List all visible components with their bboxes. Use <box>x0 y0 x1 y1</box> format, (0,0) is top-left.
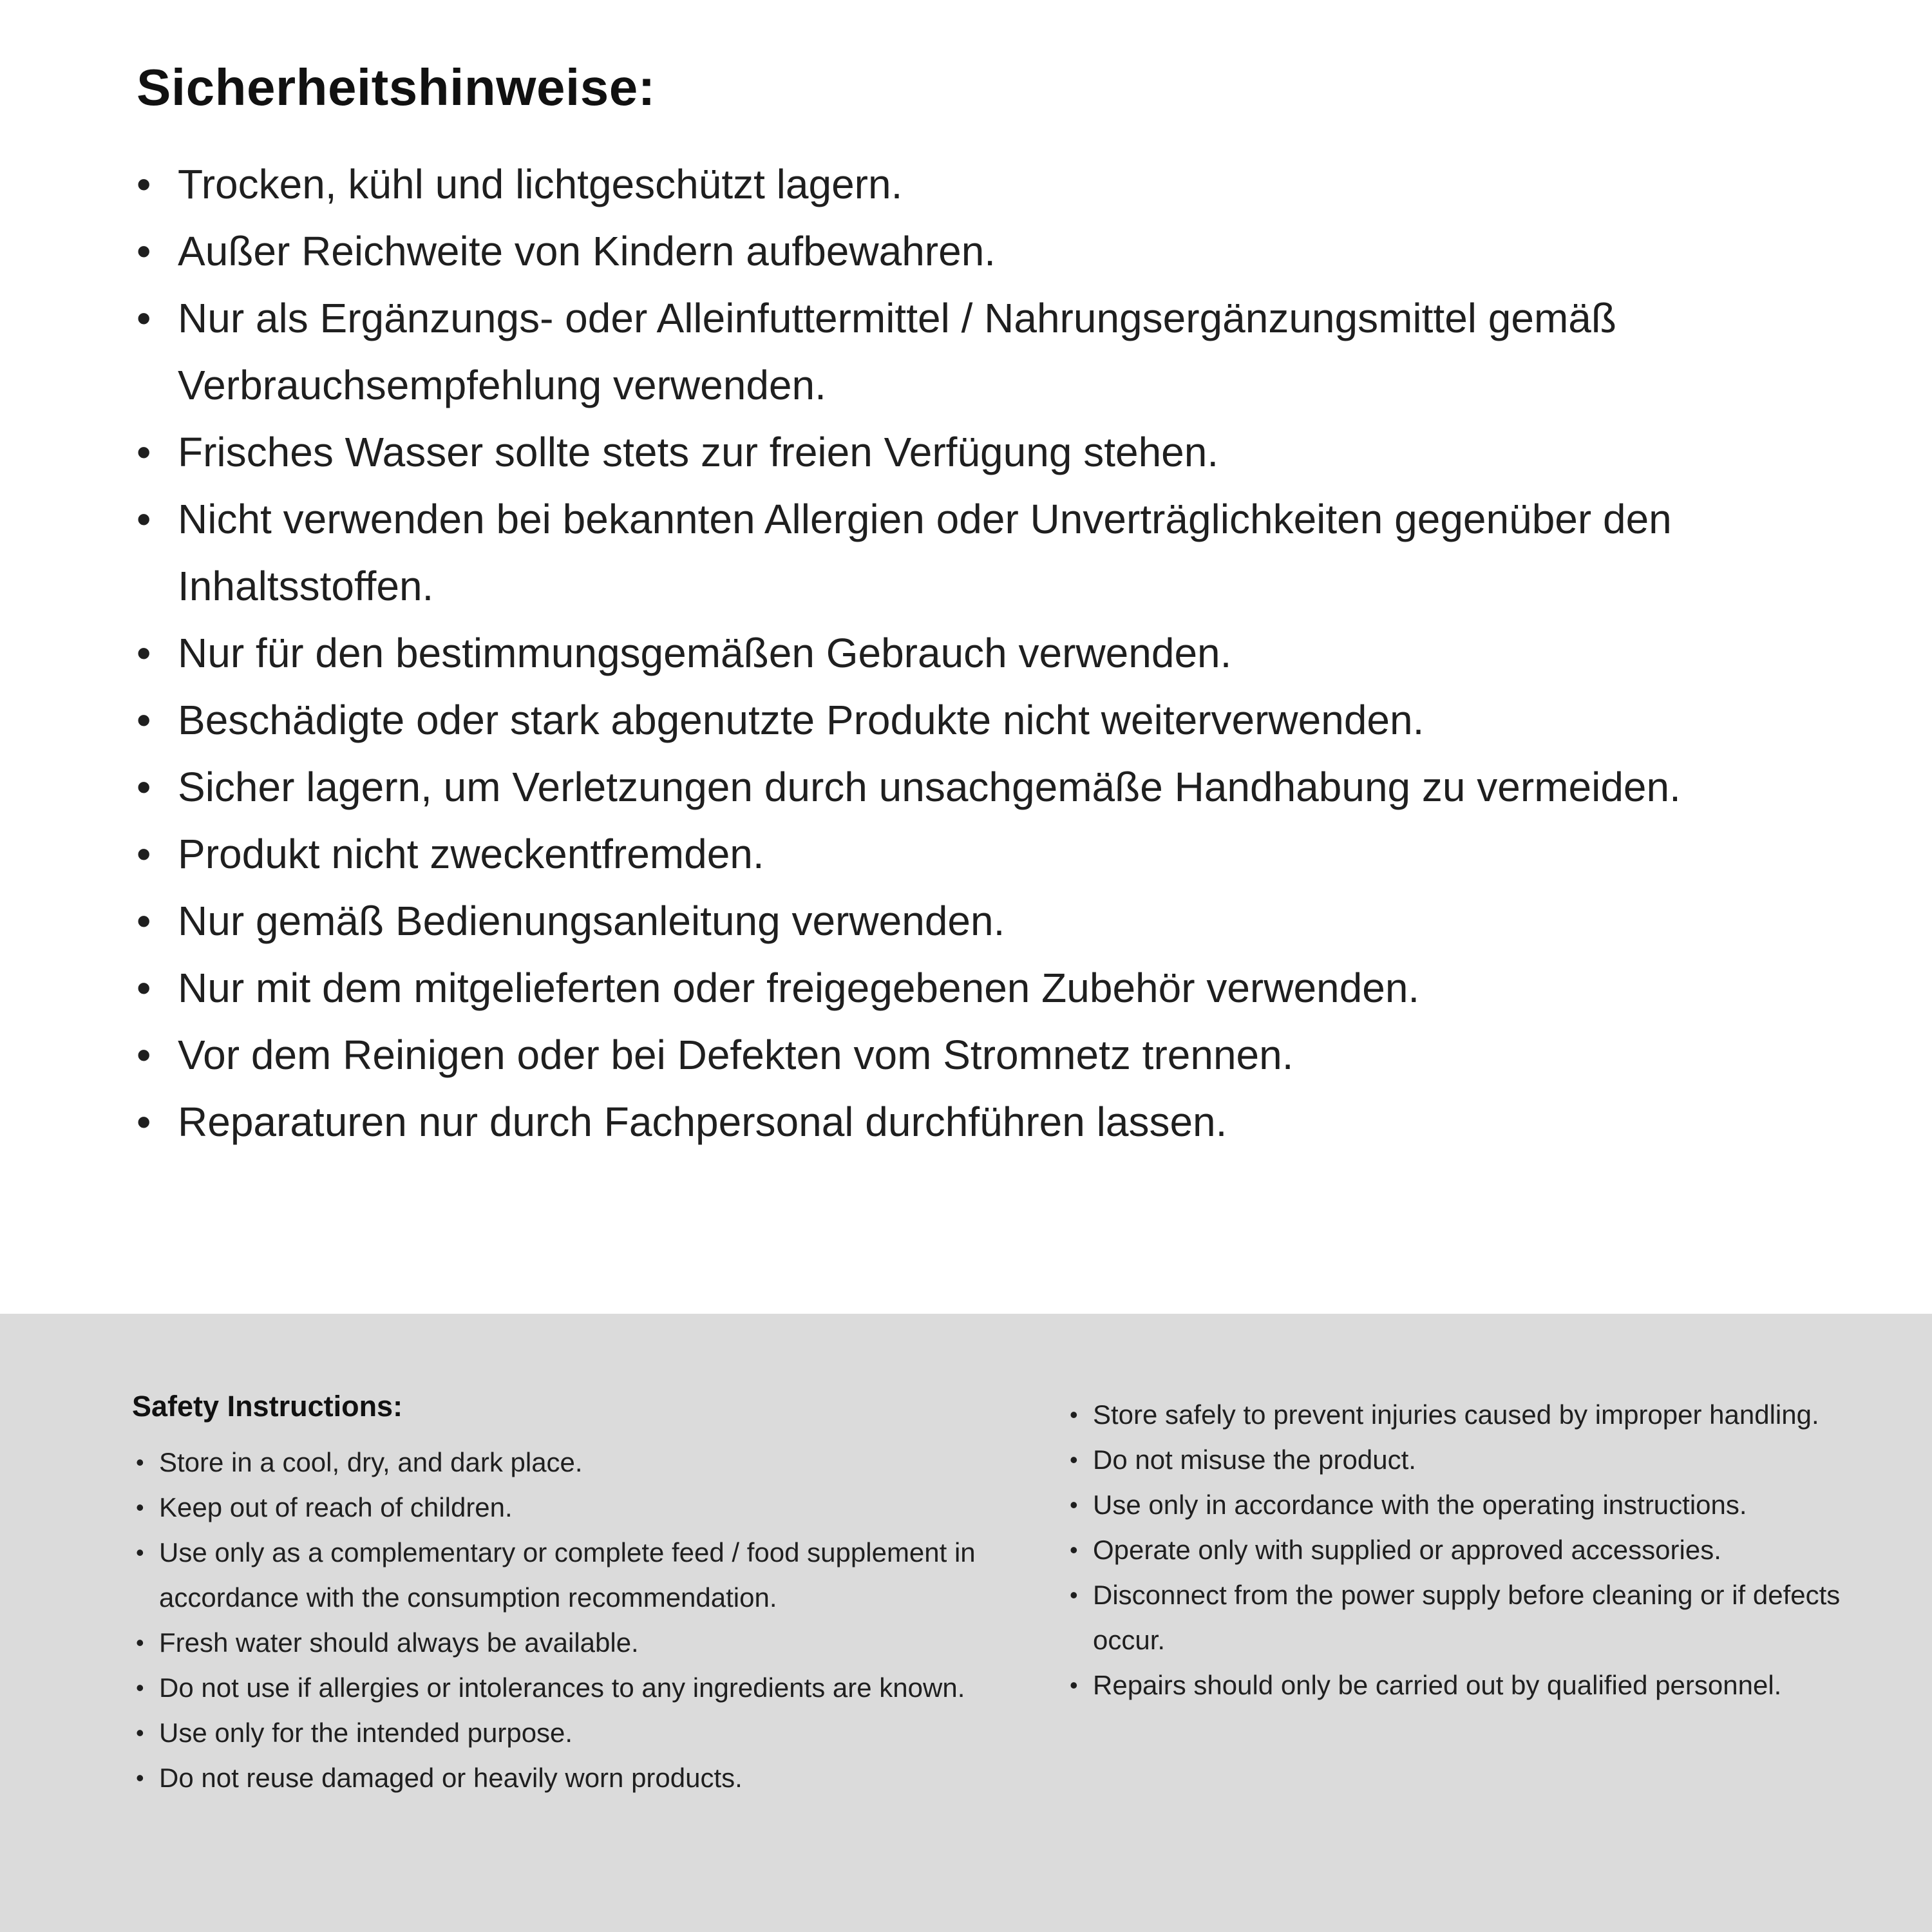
list-item: • Store in a cool, dry, and dark place. <box>132 1440 1008 1485</box>
list-item: • Nur als Ergänzungs- oder Alleinfuttermittel / Nahrungsergänzungsmittel gemäß Verbrauchsempfehlung verwenden. <box>137 285 1803 419</box>
list-item: • Keep out of reach of children. <box>132 1485 1008 1530</box>
list-item: • Do not use if allergies or intolerances to any ingredients are known. <box>132 1665 1008 1710</box>
list-item: • Nicht verwenden bei bekannten Allergien oder Unverträglichkeiten gegenüber den Inhaltsstoffen. <box>137 486 1803 620</box>
list-item: • Vor dem Reinigen oder bei Defekten vom Stromnetz trennen. <box>137 1021 1803 1088</box>
english-safety-list-right <box>1066 1392 1897 1708</box>
list-item: • Do not misuse the product. <box>1066 1437 1897 1482</box>
list-item: • Nur mit dem mitgelieferten oder freigegebenen Zubehör verwenden. <box>137 954 1803 1021</box>
german-section-title: Sicherheitshinweise: <box>137 59 656 116</box>
list-item: • Trocken, kühl und lichtgeschützt lagern. <box>137 151 1803 218</box>
list-item: • Frisches Wasser sollte stets zur freien Verfügung stehen. <box>137 419 1803 486</box>
list-item: • Sicher lagern, um Verletzungen durch unsachgemäße Handhabung zu vermeiden. <box>137 753 1803 820</box>
english-right-column <box>1066 1390 1897 1932</box>
english-safety-list-left <box>132 1440 1008 1801</box>
list-item: • Fresh water should always be available. <box>132 1620 1008 1665</box>
list-item: • Beschädigte oder stark abgenutzte Produkte nicht weiterverwenden. <box>137 687 1803 753</box>
list-item: • Außer Reichweite von Kindern aufbewahren. <box>137 218 1803 285</box>
list-item: • Produkt nicht zweckentfremden. <box>137 820 1803 887</box>
list-item: • Use only in accordance with the operating instructions. <box>1066 1482 1897 1528</box>
german-safety-list <box>137 151 1803 1155</box>
list-item: • Do not reuse damaged or heavily worn products. <box>132 1756 1008 1801</box>
list-item: • Store safely to prevent injuries caused by improper handling. <box>1066 1392 1897 1437</box>
list-item: • Nur für den bestimmungsgemäßen Gebrauch verwenden. <box>137 620 1803 687</box>
english-section-title: Safety Instructions: <box>132 1390 403 1423</box>
list-item: • Operate only with supplied or approved accessories. <box>1066 1528 1897 1573</box>
list-item: • Repairs should only be carried out by qualified personnel. <box>1066 1663 1897 1708</box>
list-item: • Use only as a complementary or complete feed / food supplement in accordance with the consumption recommendation. <box>132 1530 1008 1620</box>
english-left-column <box>132 1390 1008 1932</box>
list-item: • Disconnect from the power supply before cleaning or if defects occur. <box>1066 1573 1897 1663</box>
list-item: • Use only for the intended purpose. <box>132 1710 1008 1756</box>
list-item: • Nur gemäß Bedienungsanleitung verwenden. <box>137 887 1803 954</box>
english-safety-section <box>0 1314 1932 1932</box>
list-item: • Reparaturen nur durch Fachpersonal durchführen lassen. <box>137 1088 1803 1155</box>
